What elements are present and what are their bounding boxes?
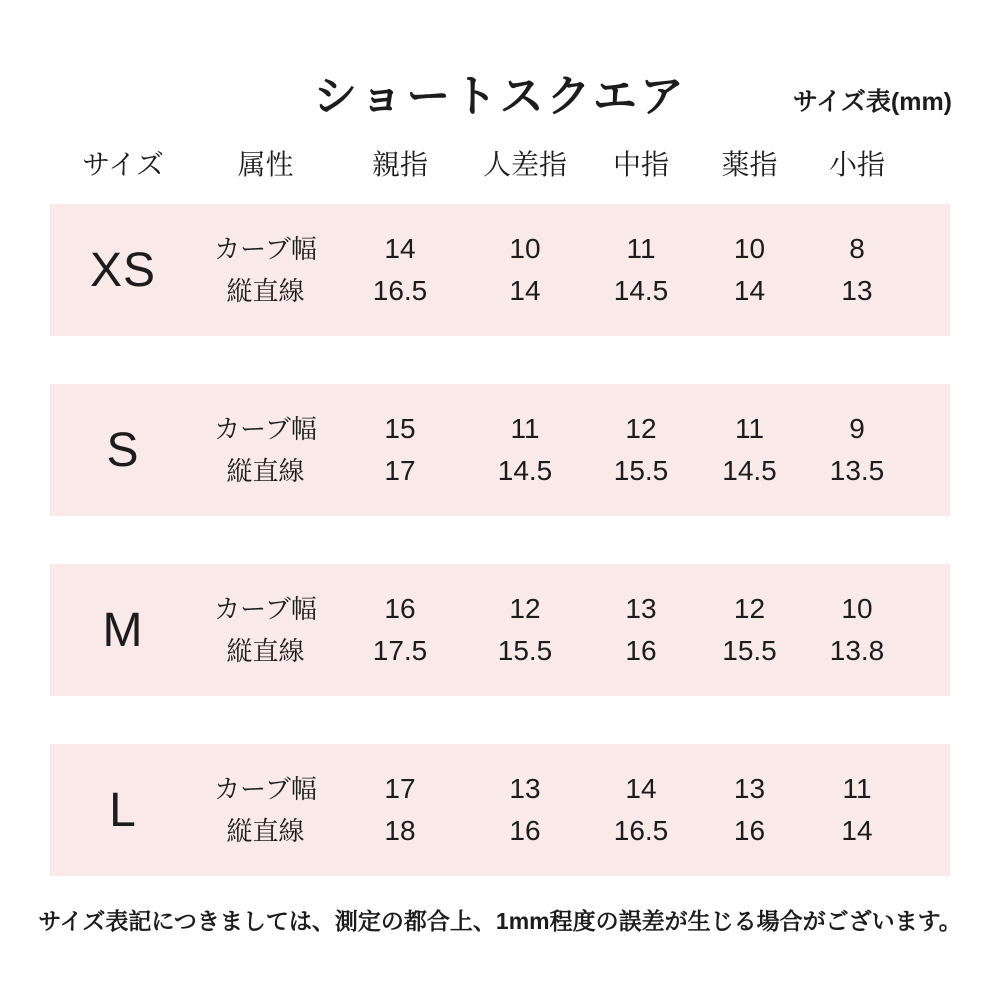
header-ring-finger: 薬指	[721, 149, 778, 180]
tolerance-footnote: サイズ表記につきましては、測定の都合上、1mm程度の誤差が生じる場合がございます。	[38, 908, 962, 934]
xs-thumb-curve: 14	[384, 233, 416, 264]
size-band-s	[50, 384, 950, 516]
size-label-s: S	[106, 423, 140, 477]
xs-ring-curve: 10	[733, 233, 766, 264]
xs-index-vertical: 14	[509, 275, 541, 306]
size-band-m	[50, 564, 950, 696]
m-index-curve: 12	[509, 593, 541, 624]
header-attribute: 属性	[237, 149, 294, 180]
attr-label-curve-width: カーブ幅	[214, 774, 317, 804]
header-size: サイズ	[82, 149, 164, 180]
l-middle-vertical: 16.5	[613, 815, 669, 846]
xs-little-vertical: 13	[841, 275, 873, 306]
size-band-xs	[50, 204, 950, 336]
xs-middle-vertical: 14.5	[613, 275, 669, 306]
table-header-row	[50, 138, 950, 188]
xs-thumb-vertical: 16.5	[372, 275, 428, 306]
xs-middle-curve: 11	[626, 233, 656, 264]
size-label-l: L	[109, 783, 137, 837]
attr-label-curve-width: カーブ幅	[214, 594, 317, 624]
l-index-vertical: 16	[509, 815, 541, 846]
s-thumb-curve: 15	[384, 413, 416, 444]
attr-label-vertical-line: 縦直線	[226, 456, 305, 486]
attr-label-curve-width: カーブ幅	[214, 234, 317, 264]
header-index-finger: 人差指	[482, 149, 567, 180]
attr-label-curve-width: カーブ幅	[214, 414, 317, 444]
m-middle-vertical: 16	[625, 635, 657, 666]
size-band-l	[50, 744, 950, 876]
s-ring-curve: 11	[734, 413, 765, 444]
l-middle-curve: 14	[625, 773, 657, 804]
size-label-m: M	[102, 603, 144, 657]
attr-label-vertical-line: 縦直線	[226, 636, 305, 666]
m-thumb-curve: 16	[384, 593, 416, 624]
attr-label-vertical-line: 縦直線	[226, 816, 305, 846]
m-middle-curve: 13	[625, 593, 657, 624]
attr-label-vertical-line: 縦直線	[226, 276, 305, 306]
xs-little-curve: 8	[849, 233, 865, 264]
page-title: ショートスクエア	[313, 72, 687, 121]
l-thumb-curve: 17	[384, 773, 416, 804]
xs-ring-vertical: 14	[733, 275, 766, 306]
s-index-curve: 11	[510, 413, 540, 444]
l-little-curve: 11	[842, 773, 872, 804]
m-thumb-vertical: 17.5	[372, 635, 428, 666]
l-ring-curve: 13	[733, 773, 766, 804]
m-little-vertical: 13.8	[829, 635, 885, 666]
m-ring-curve: 12	[733, 593, 766, 624]
m-index-vertical: 15.5	[497, 635, 553, 666]
s-little-vertical: 13.5	[829, 455, 885, 486]
l-little-vertical: 14	[841, 815, 873, 846]
s-ring-vertical: 14.5	[722, 455, 777, 486]
header-thumb: 親指	[371, 149, 428, 180]
l-ring-vertical: 16	[733, 815, 766, 846]
xs-index-curve: 10	[509, 233, 541, 264]
s-middle-vertical: 15.5	[613, 455, 669, 486]
m-ring-vertical: 15.5	[722, 635, 777, 666]
s-thumb-vertical: 17	[384, 455, 416, 486]
l-index-curve: 13	[509, 773, 541, 804]
size-label-xs: XS	[89, 243, 157, 297]
header-middle-finger: 中指	[612, 149, 669, 180]
s-middle-curve: 12	[625, 413, 657, 444]
l-thumb-vertical: 18	[384, 815, 416, 846]
s-index-vertical: 14.5	[497, 455, 553, 486]
m-little-curve: 10	[841, 593, 873, 624]
size-table-unit-label: サイズ表(mm)	[792, 88, 952, 116]
header-little-finger: 小指	[828, 149, 885, 180]
s-little-curve: 9	[849, 413, 865, 444]
